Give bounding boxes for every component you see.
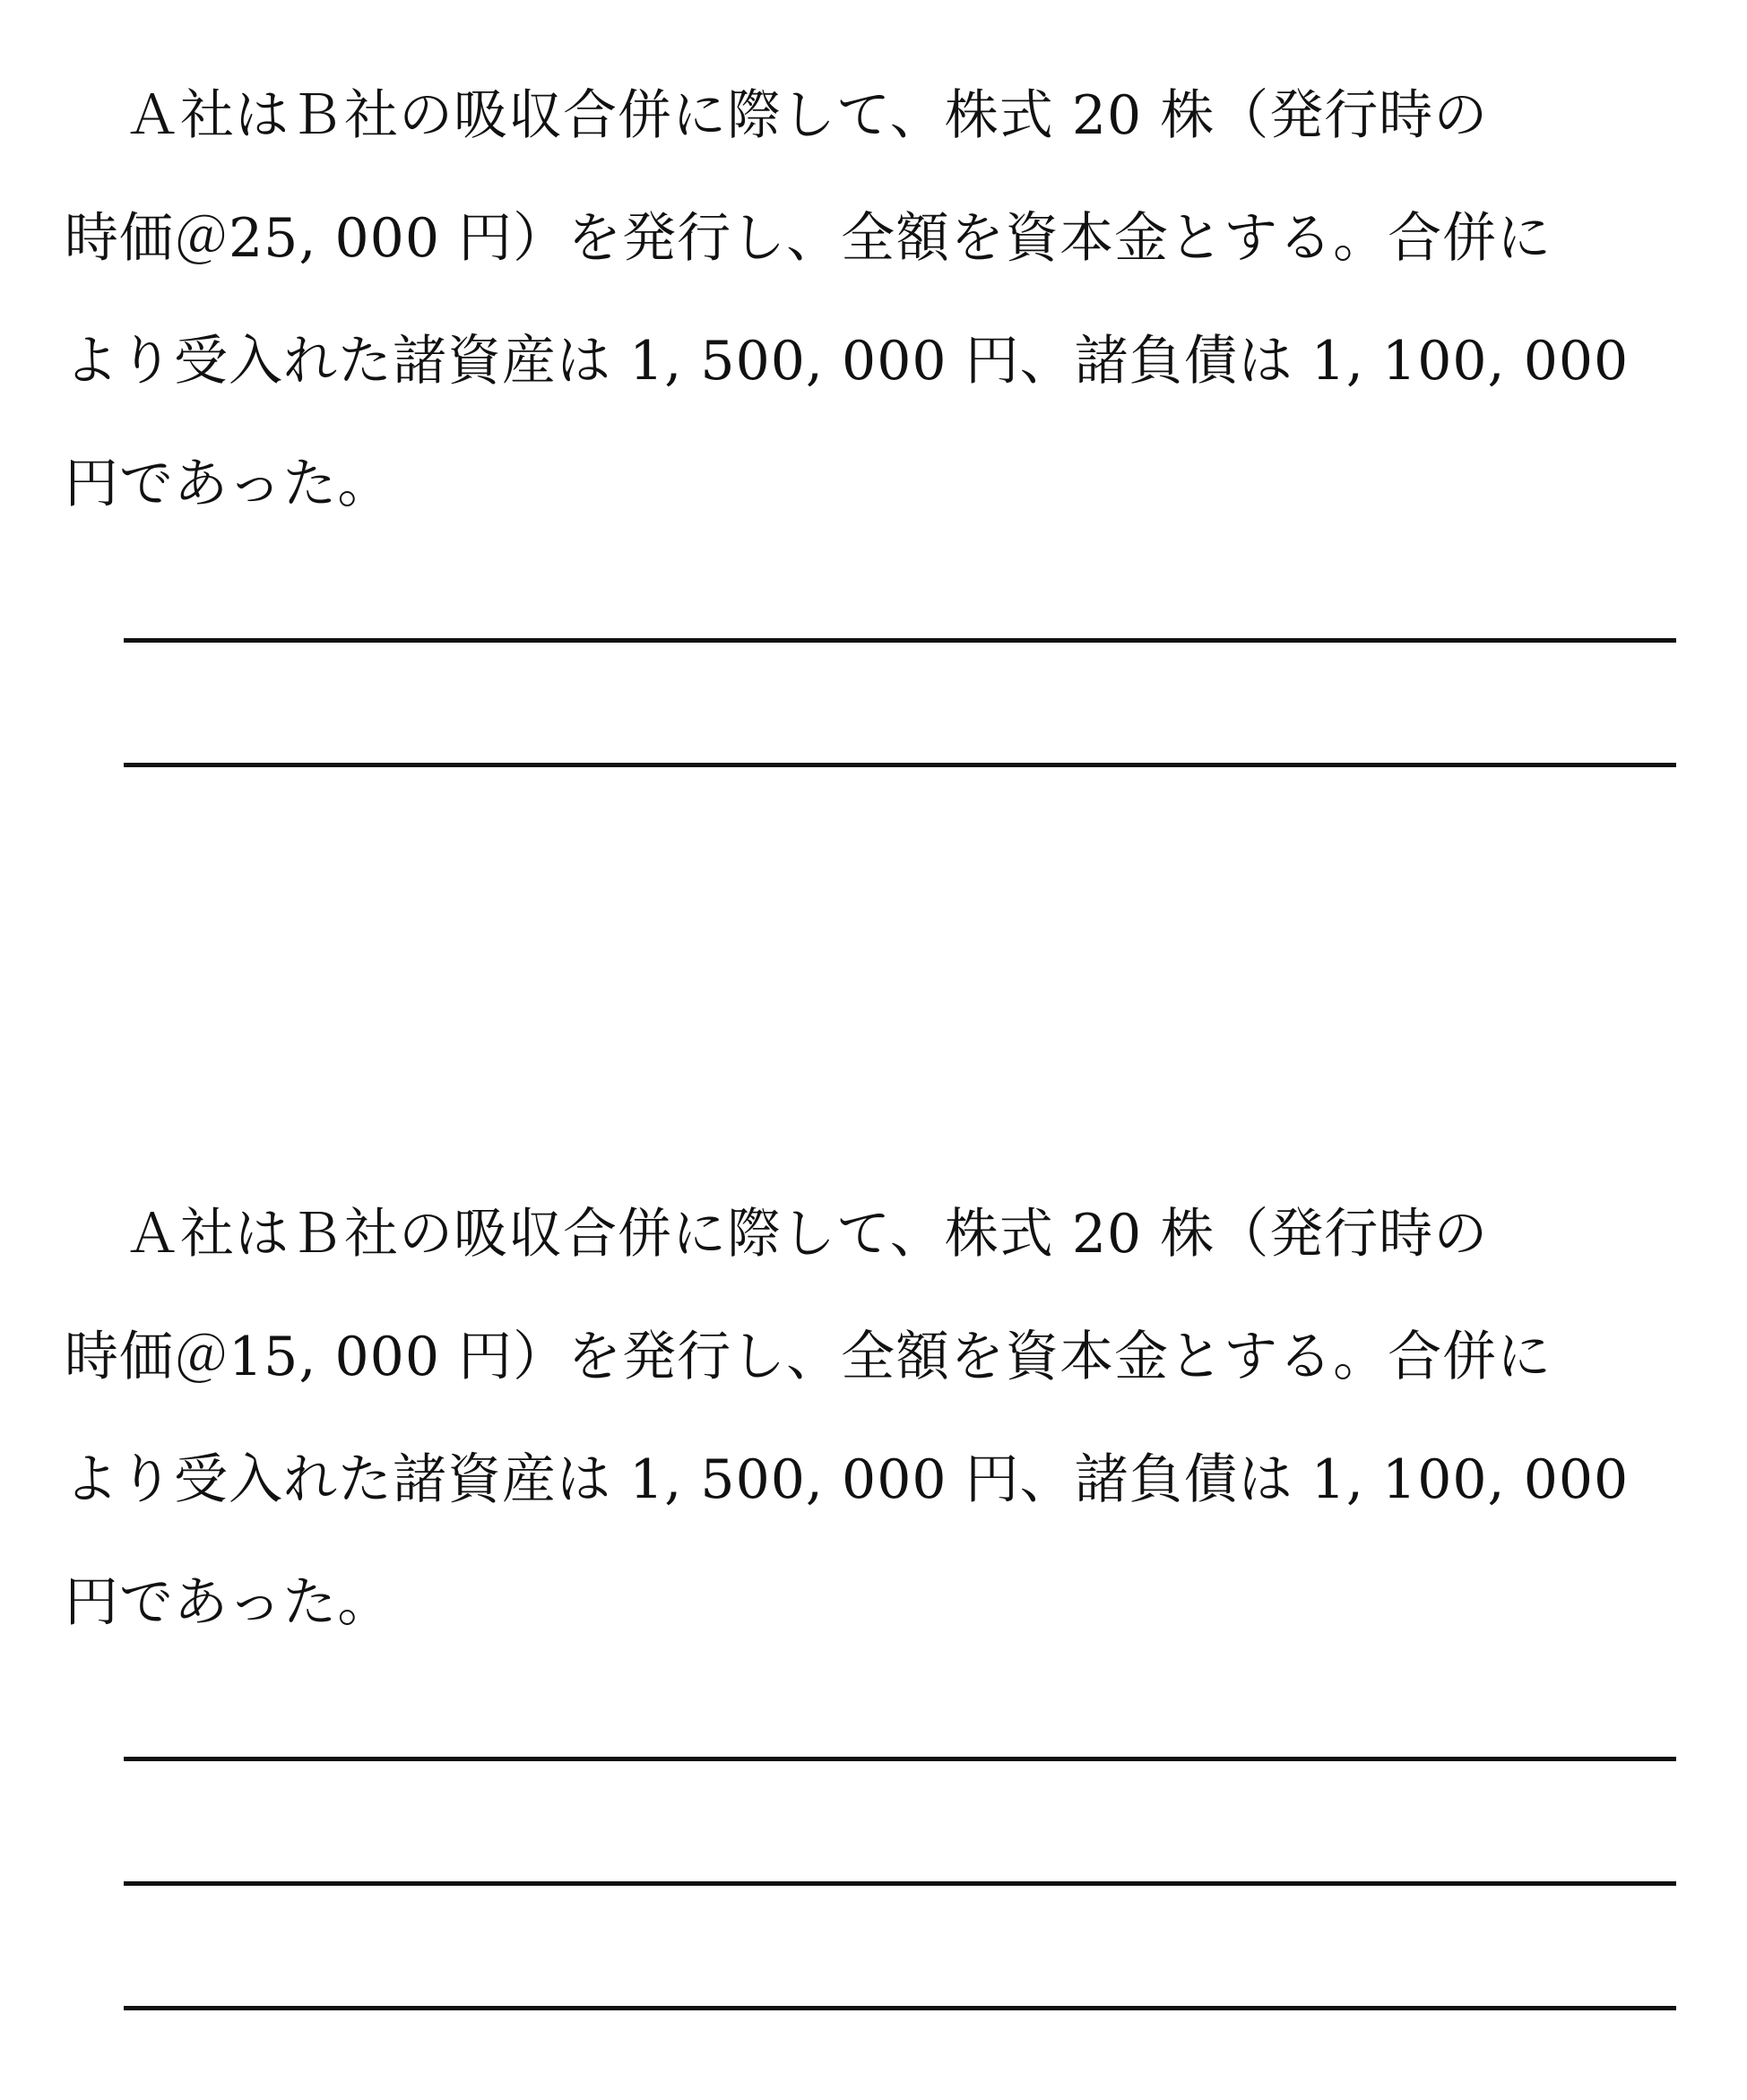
problem-2-text-line-3: より受入れた諸資産は 1, 500, 000 円、諸負債は 1, 100, 000 [65,1448,1630,1511]
problem-2-text-line-4: 円であった。 [65,1571,393,1634]
problem-1-text-line-1: Ａ社はＢ社の吸収合併に際して、株式 20 株（発行時の [125,84,1489,147]
problem-1-text-line-3: より受入れた諸資産は 1, 500, 000 円、諸負債は 1, 100, 000 [65,330,1630,393]
problem-1-text-line-2: 時価＠25, 000 円）を発行し、全額を資本金とする。合併に [65,207,1552,270]
problem-1-answer-line-1 [124,638,1676,643]
problem-1-answer-line-2 [124,763,1676,767]
problem-2-answer-line-2 [124,1881,1676,1886]
problem-2-text-line-1: Ａ社はＢ社の吸収合併に際して、株式 20 株（発行時の [125,1203,1489,1266]
problem-2-answer-line-1 [124,1757,1676,1761]
problem-2-text-line-2: 時価＠15, 000 円）を発行し、全額を資本金とする。合併に [65,1326,1552,1388]
problem-1-text-line-4: 円であった。 [65,453,393,515]
problem-2-answer-line-3 [124,2006,1676,2010]
